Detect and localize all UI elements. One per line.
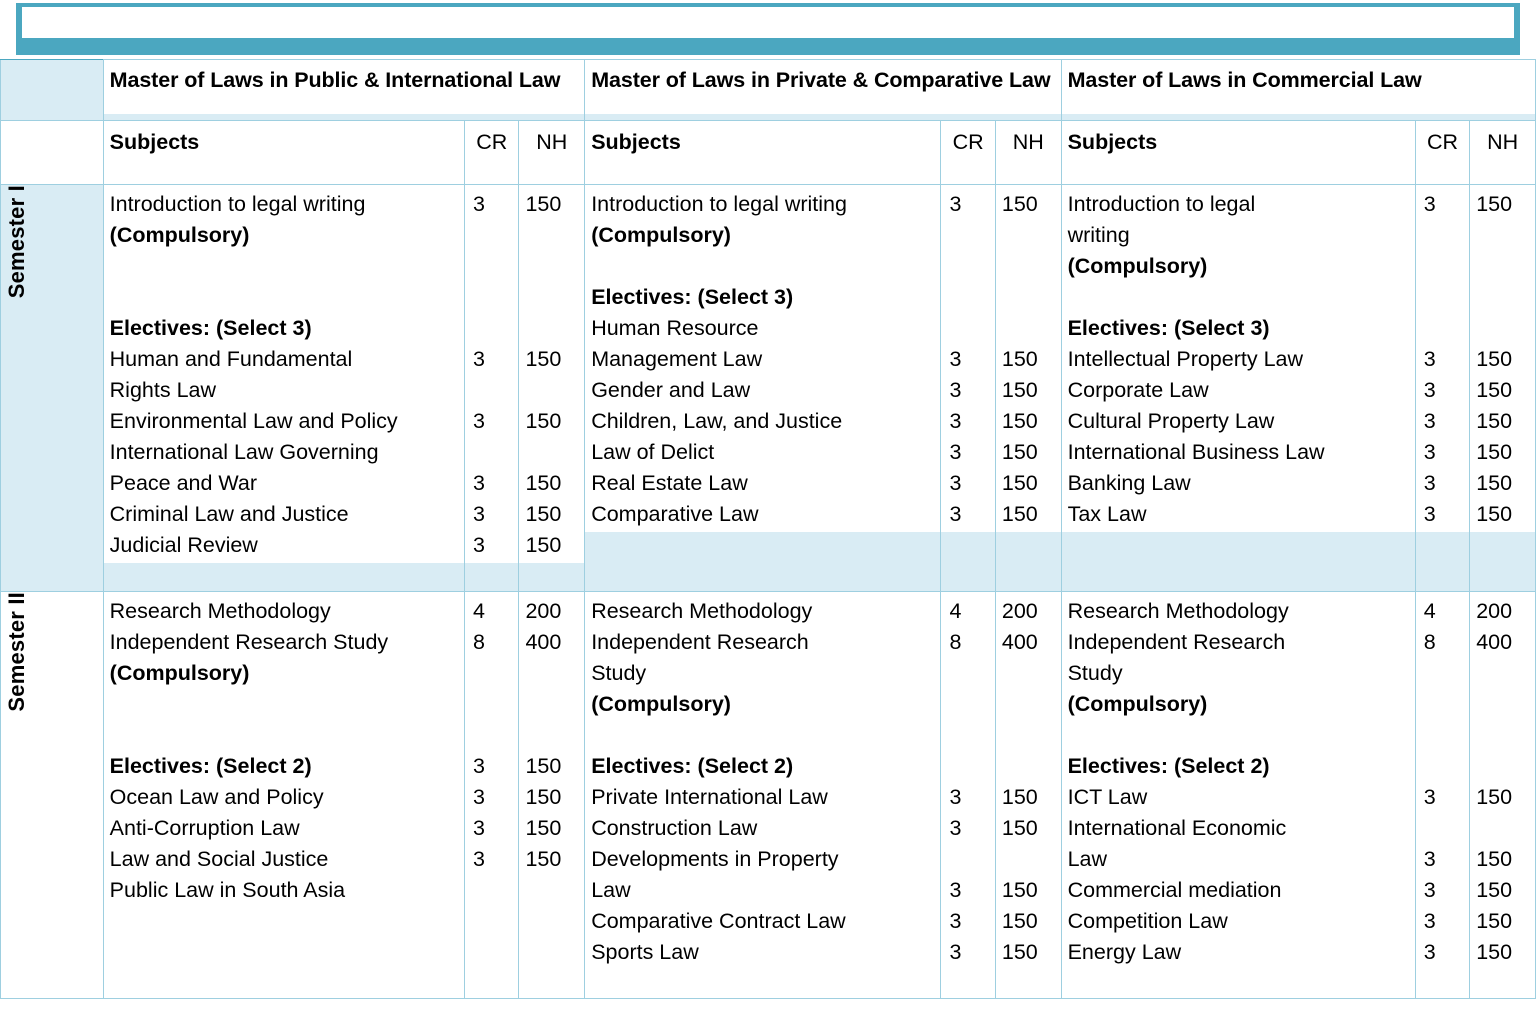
text-line: 200	[1476, 599, 1513, 623]
text-line: Energy Law	[1067, 940, 1182, 964]
text-line: Introduction to legal	[1067, 192, 1256, 216]
text-line: 150	[1476, 940, 1513, 964]
text-line: 3	[1423, 909, 1436, 933]
program-header-1	[103, 60, 585, 121]
curriculum-table	[0, 59, 1536, 999]
text-line: 3	[1423, 785, 1436, 809]
text-line: 3	[473, 471, 486, 495]
text-line: 150	[1001, 816, 1038, 840]
text-line: 3	[473, 533, 486, 557]
text-line: 150	[1476, 847, 1513, 871]
text-line: 150	[1476, 785, 1513, 809]
text-line: 150	[1476, 192, 1513, 216]
subjects-cell-s2-p1	[103, 592, 464, 999]
text-line: International Economic	[1067, 816, 1287, 840]
header-subjects-1	[103, 121, 464, 185]
subjects-cell-s2-p2	[585, 592, 941, 999]
text-line: 3	[1423, 878, 1436, 902]
text-line: 150	[1476, 471, 1513, 495]
text-line: 3	[473, 409, 486, 433]
text-line: 150	[1001, 471, 1038, 495]
spacer-line	[1002, 313, 1061, 344]
spacer-line	[1476, 658, 1535, 689]
spacer-line	[525, 282, 584, 313]
text-line: Electives: (Select 2)	[591, 754, 794, 778]
text-line: 150	[1476, 409, 1513, 433]
text-line: 200	[1001, 599, 1038, 623]
spacer-line	[473, 720, 518, 751]
subject-list-s2-p3	[1062, 592, 1415, 970]
text-line: Research Methodology	[1067, 599, 1289, 623]
text-line: 3	[473, 754, 486, 778]
text-line: Electives: (Select 3)	[109, 316, 312, 340]
text-line: 150	[1001, 878, 1038, 902]
text-line: 3	[949, 440, 962, 464]
header-subjects-label-3: Subjects	[1067, 130, 1158, 154]
column-header-row	[1, 121, 1536, 185]
program-title-row	[1, 60, 1536, 121]
text-line: 150	[525, 847, 562, 871]
text-line: (Compulsory)	[591, 692, 731, 716]
text-line: Electives: (Select 3)	[1067, 316, 1270, 340]
spacer-line	[473, 251, 518, 282]
spacer-line	[1424, 313, 1469, 344]
subject-list-s2-p1	[104, 592, 464, 908]
nh-cell-s1-p1	[519, 185, 585, 592]
header-cr-label-3: CR	[1426, 130, 1459, 154]
text-line: 3	[949, 502, 962, 526]
text-line: Management Law	[591, 347, 763, 371]
text-line: 150	[1476, 440, 1513, 464]
text-line: Study	[1067, 661, 1123, 685]
spacer-line	[1476, 720, 1535, 751]
text-line: Public Law in South Asia	[109, 878, 346, 902]
nh-list-s2-p2	[996, 592, 1061, 970]
text-line: Environmental Law and Policy	[109, 409, 398, 433]
nh-cell-s1-p2	[995, 185, 1061, 592]
text-line: Introduction to legal writing	[109, 192, 366, 216]
text-line: 400	[1476, 630, 1513, 654]
text-line: Independent Research Study	[109, 630, 389, 654]
text-line: Commercial mediation	[1067, 878, 1282, 902]
text-line: 8	[1423, 630, 1436, 654]
text-line: 400	[1001, 630, 1038, 654]
header-subjects-label-1: Subjects	[109, 130, 200, 154]
nh-list-s2-p3	[1470, 592, 1535, 970]
cr-cell-s1-p3	[1415, 185, 1469, 592]
spacer-line	[473, 313, 518, 344]
text-line: Independent Research	[1067, 630, 1286, 654]
spacer-line	[1002, 220, 1061, 251]
spacer-line	[1002, 689, 1061, 720]
spacer-line	[1002, 251, 1061, 282]
nh-list-s1-p3	[1470, 185, 1535, 532]
spacer-line	[110, 282, 460, 313]
text-line: Children, Law, and Justice	[591, 409, 843, 433]
text-line: Law	[1067, 847, 1108, 871]
spacer-line	[949, 658, 994, 689]
text-line: 150	[1001, 909, 1038, 933]
header-nh-label-1: NH	[536, 130, 568, 154]
spacer-line	[591, 720, 936, 751]
spacer-line	[1424, 658, 1469, 689]
header-cr-label-1: CR	[476, 130, 508, 154]
spacer-line	[525, 220, 584, 251]
spacer-line	[949, 751, 994, 782]
text-line: International Law Governing	[109, 440, 379, 464]
spacer-line	[1002, 751, 1061, 782]
program-title-2: Master of Laws in Private & Comparative Law	[585, 60, 1060, 114]
text-line: Electives: (Select 2)	[109, 754, 312, 778]
header-cr-3	[1415, 121, 1469, 185]
text-line: ICT Law	[1067, 785, 1148, 809]
text-line: (Compulsory)	[109, 661, 250, 685]
curriculum-table-wrapper	[0, 59, 1536, 999]
spacer-line	[1476, 751, 1535, 782]
spacer-line	[1068, 282, 1411, 313]
spacer-line	[949, 844, 994, 875]
spacer-line	[473, 282, 518, 313]
text-line: Human and Fundamental	[109, 347, 353, 371]
cr-cell-s2-p1	[465, 592, 519, 999]
text-line: 400	[525, 630, 562, 654]
spacer-line	[1002, 720, 1061, 751]
spacer-line	[1476, 282, 1535, 313]
cr-list-s1-p3	[1416, 185, 1469, 532]
text-line: Ocean Law and Policy	[109, 785, 324, 809]
text-line: Tax Law	[1067, 502, 1147, 526]
header-subjects-3	[1061, 121, 1415, 185]
spacer-line	[949, 282, 994, 313]
text-line: 150	[525, 347, 562, 371]
spacer-line	[1476, 813, 1535, 844]
subject-list-s2-p2	[585, 592, 940, 970]
spacer-line	[1476, 251, 1535, 282]
text-line: International Business Law	[1067, 440, 1325, 464]
text-line: 150	[525, 502, 562, 526]
spacer-line	[525, 658, 584, 689]
semester-label-2: Semester II	[4, 592, 29, 712]
spacer-line	[525, 875, 584, 906]
text-line: writing	[1067, 223, 1130, 247]
text-line: Peace and War	[109, 471, 258, 495]
cr-cell-s1-p2	[941, 185, 995, 592]
spacer-line	[525, 251, 584, 282]
semester-row-2	[1, 592, 1536, 999]
subjects-cell-s1-p1	[103, 185, 464, 592]
spacer-line	[1424, 220, 1469, 251]
text-line: 150	[1001, 409, 1038, 433]
text-line: 3	[473, 347, 486, 371]
spacer-line	[473, 375, 518, 406]
spacer-line	[1476, 313, 1535, 344]
text-line: (Compulsory)	[1067, 692, 1208, 716]
text-line: 3	[1423, 440, 1436, 464]
text-line: 150	[525, 471, 562, 495]
table-head	[1, 60, 1536, 185]
text-line: Law of Delict	[591, 440, 715, 464]
spacer-line	[1476, 220, 1535, 251]
text-line: Human Resource	[591, 316, 759, 340]
program-header-3	[1061, 60, 1535, 121]
text-line: Developments in Property	[591, 847, 839, 871]
text-line: 150	[1476, 502, 1513, 526]
text-line: 3	[949, 878, 962, 902]
text-line: 150	[525, 192, 562, 216]
text-line: 3	[1423, 192, 1436, 216]
nh-cell-s2-p2	[995, 592, 1061, 999]
text-line: 3	[949, 816, 962, 840]
text-line: Comparative Contract Law	[591, 909, 846, 933]
spacer-line	[110, 720, 460, 751]
text-line: 3	[473, 502, 486, 526]
spacer-line	[949, 689, 994, 720]
header-nh-2	[995, 121, 1061, 185]
cr-cell-s2-p3	[1415, 592, 1469, 999]
text-line: 150	[525, 533, 562, 557]
text-line: 4	[949, 599, 962, 623]
spacer-line	[949, 720, 994, 751]
program-title-3: Master of Laws in Commercial Law	[1062, 60, 1535, 114]
text-line: 150	[1001, 378, 1038, 402]
header-cr-label-2: CR	[952, 130, 984, 154]
text-line: 3	[473, 192, 486, 216]
text-line: 3	[1423, 347, 1436, 371]
text-line: 150	[1476, 878, 1513, 902]
text-line: 150	[1476, 909, 1513, 933]
nh-cell-s2-p3	[1470, 592, 1536, 999]
text-line: 150	[1001, 785, 1038, 809]
header-nh-1	[519, 121, 585, 185]
nh-cell-s2-p1	[519, 592, 585, 999]
spacer-line	[110, 689, 460, 720]
text-line: 3	[949, 909, 962, 933]
spacer-line	[473, 658, 518, 689]
spacer-line	[525, 437, 584, 468]
text-line: 3	[949, 785, 962, 809]
header-subjects-2	[585, 121, 941, 185]
text-line: Real Estate Law	[591, 471, 748, 495]
text-line: 4	[1423, 599, 1436, 623]
text-line: 150	[525, 409, 562, 433]
cr-list-s2-p3	[1416, 592, 1469, 970]
spacer-line	[1424, 689, 1469, 720]
program-title-1: Master of Laws in Public & International Law	[104, 60, 585, 114]
semester-label-1: Semester I	[4, 185, 29, 299]
text-line: 150	[1001, 502, 1038, 526]
text-line: 3	[949, 471, 962, 495]
spacer-line	[1476, 689, 1535, 720]
header-nh-label-2: NH	[1012, 130, 1044, 154]
spacer-line	[1002, 282, 1061, 313]
header-nh-label-3: NH	[1487, 130, 1519, 154]
subject-list-s1-p2	[585, 185, 940, 532]
text-line: 150	[525, 785, 562, 809]
text-line: Research Methodology	[109, 599, 331, 623]
header-cr-1	[465, 121, 519, 185]
banner-empty-field[interactable]	[22, 7, 1514, 38]
text-line: Construction Law	[591, 816, 758, 840]
spacer-line	[473, 875, 518, 906]
subjects-cell-s1-p3	[1061, 185, 1415, 592]
text-line: 3	[949, 378, 962, 402]
text-line: Introduction to legal writing	[591, 192, 847, 216]
text-line: Banking Law	[1067, 471, 1191, 495]
spacer-line	[473, 689, 518, 720]
text-line: 150	[525, 816, 562, 840]
text-line: 3	[949, 192, 962, 216]
text-line: Law	[591, 878, 631, 902]
text-line: (Compulsory)	[109, 223, 250, 247]
spacer-line	[525, 689, 584, 720]
text-line: 150	[1001, 192, 1038, 216]
spacer-line	[473, 437, 518, 468]
cr-list-s1-p1	[465, 185, 518, 563]
spacer-line	[525, 720, 584, 751]
spacer-line	[473, 220, 518, 251]
text-line: 3	[1423, 847, 1436, 871]
text-line: Competition Law	[1067, 909, 1228, 933]
text-line: 150	[1476, 378, 1513, 402]
text-line: 200	[525, 599, 562, 623]
spacer-line	[1424, 751, 1469, 782]
nh-cell-s1-p3	[1470, 185, 1536, 592]
text-line: Anti-Corruption Law	[109, 816, 300, 840]
program-header-2	[585, 60, 1061, 121]
spacer-line	[949, 220, 994, 251]
nh-list-s1-p1	[519, 185, 584, 563]
spacer-line	[1424, 251, 1469, 282]
text-line: 3	[473, 785, 486, 809]
text-line: 8	[949, 630, 962, 654]
text-line: Cultural Property Law	[1067, 409, 1275, 433]
text-line: 3	[949, 347, 962, 371]
text-line: (Compulsory)	[591, 223, 731, 247]
semester-row-1	[1, 185, 1536, 592]
text-line: 150	[1001, 347, 1038, 371]
spacer-line	[949, 251, 994, 282]
semester-label-cell-2	[1, 592, 104, 999]
subjects-cell-s2-p3	[1061, 592, 1415, 999]
text-line: 4	[473, 599, 486, 623]
text-line: Electives: (Select 2)	[1067, 754, 1270, 778]
nh-list-s1-p2	[996, 185, 1061, 532]
spacer-line	[1068, 720, 1411, 751]
text-line: 150	[525, 754, 562, 778]
text-line: Law and Social Justice	[109, 847, 329, 871]
spacer-line	[525, 313, 584, 344]
semester-label-cell-1	[1, 185, 104, 592]
text-line: Electives: (Select 3)	[591, 285, 794, 309]
subject-list-s1-p1	[104, 185, 464, 563]
spacer-line	[110, 251, 460, 282]
text-line: Comparative Law	[591, 502, 759, 526]
spacer-line	[1424, 813, 1469, 844]
text-line: (Compulsory)	[1067, 254, 1208, 278]
text-line: 3	[473, 847, 486, 871]
cr-list-s2-p1	[465, 592, 518, 908]
spacer-line	[1424, 720, 1469, 751]
text-line: Private International Law	[591, 785, 828, 809]
text-line: Study	[591, 661, 647, 685]
text-line: Corporate Law	[1067, 378, 1209, 402]
text-line: 3	[949, 409, 962, 433]
semester-header-blank	[1, 121, 104, 185]
cr-cell-s1-p1	[465, 185, 519, 592]
corner-blank-cell	[1, 60, 104, 121]
text-line: 3	[1423, 471, 1436, 495]
spacer-line	[1002, 844, 1061, 875]
nh-list-s2-p1	[519, 592, 584, 908]
text-line: Rights Law	[109, 378, 217, 402]
top-teal-banner	[16, 3, 1520, 55]
text-line: Judicial Review	[109, 533, 258, 557]
header-subjects-label-2: Subjects	[591, 130, 681, 154]
text-line: 150	[1476, 347, 1513, 371]
text-line: Independent Research	[591, 630, 809, 654]
spacer-line	[1002, 658, 1061, 689]
spacer-line	[525, 375, 584, 406]
text-line: 3	[1423, 502, 1436, 526]
subject-list-s1-p3	[1062, 185, 1415, 532]
table-body	[1, 185, 1536, 999]
text-line: 3	[1423, 409, 1436, 433]
text-line: 150	[1001, 440, 1038, 464]
text-line: Criminal Law and Justice	[109, 502, 349, 526]
text-line: Gender and Law	[591, 378, 751, 402]
header-nh-3	[1470, 121, 1536, 185]
subjects-cell-s1-p2	[585, 185, 941, 592]
text-line: 3	[1423, 378, 1436, 402]
cr-list-s1-p2	[941, 185, 994, 532]
cr-cell-s2-p2	[941, 592, 995, 999]
text-line: 8	[473, 630, 486, 654]
text-line: 3	[949, 940, 962, 964]
spacer-line	[949, 313, 994, 344]
text-line: 150	[1001, 940, 1038, 964]
cr-list-s2-p2	[941, 592, 994, 970]
text-line: Sports Law	[591, 940, 699, 964]
header-cr-2	[941, 121, 995, 185]
spacer-line	[1424, 282, 1469, 313]
text-line: Intellectual Property Law	[1067, 347, 1304, 371]
text-line: 3	[1423, 940, 1436, 964]
spacer-line	[591, 251, 936, 282]
text-line: Research Methodology	[591, 599, 813, 623]
text-line: 3	[473, 816, 486, 840]
